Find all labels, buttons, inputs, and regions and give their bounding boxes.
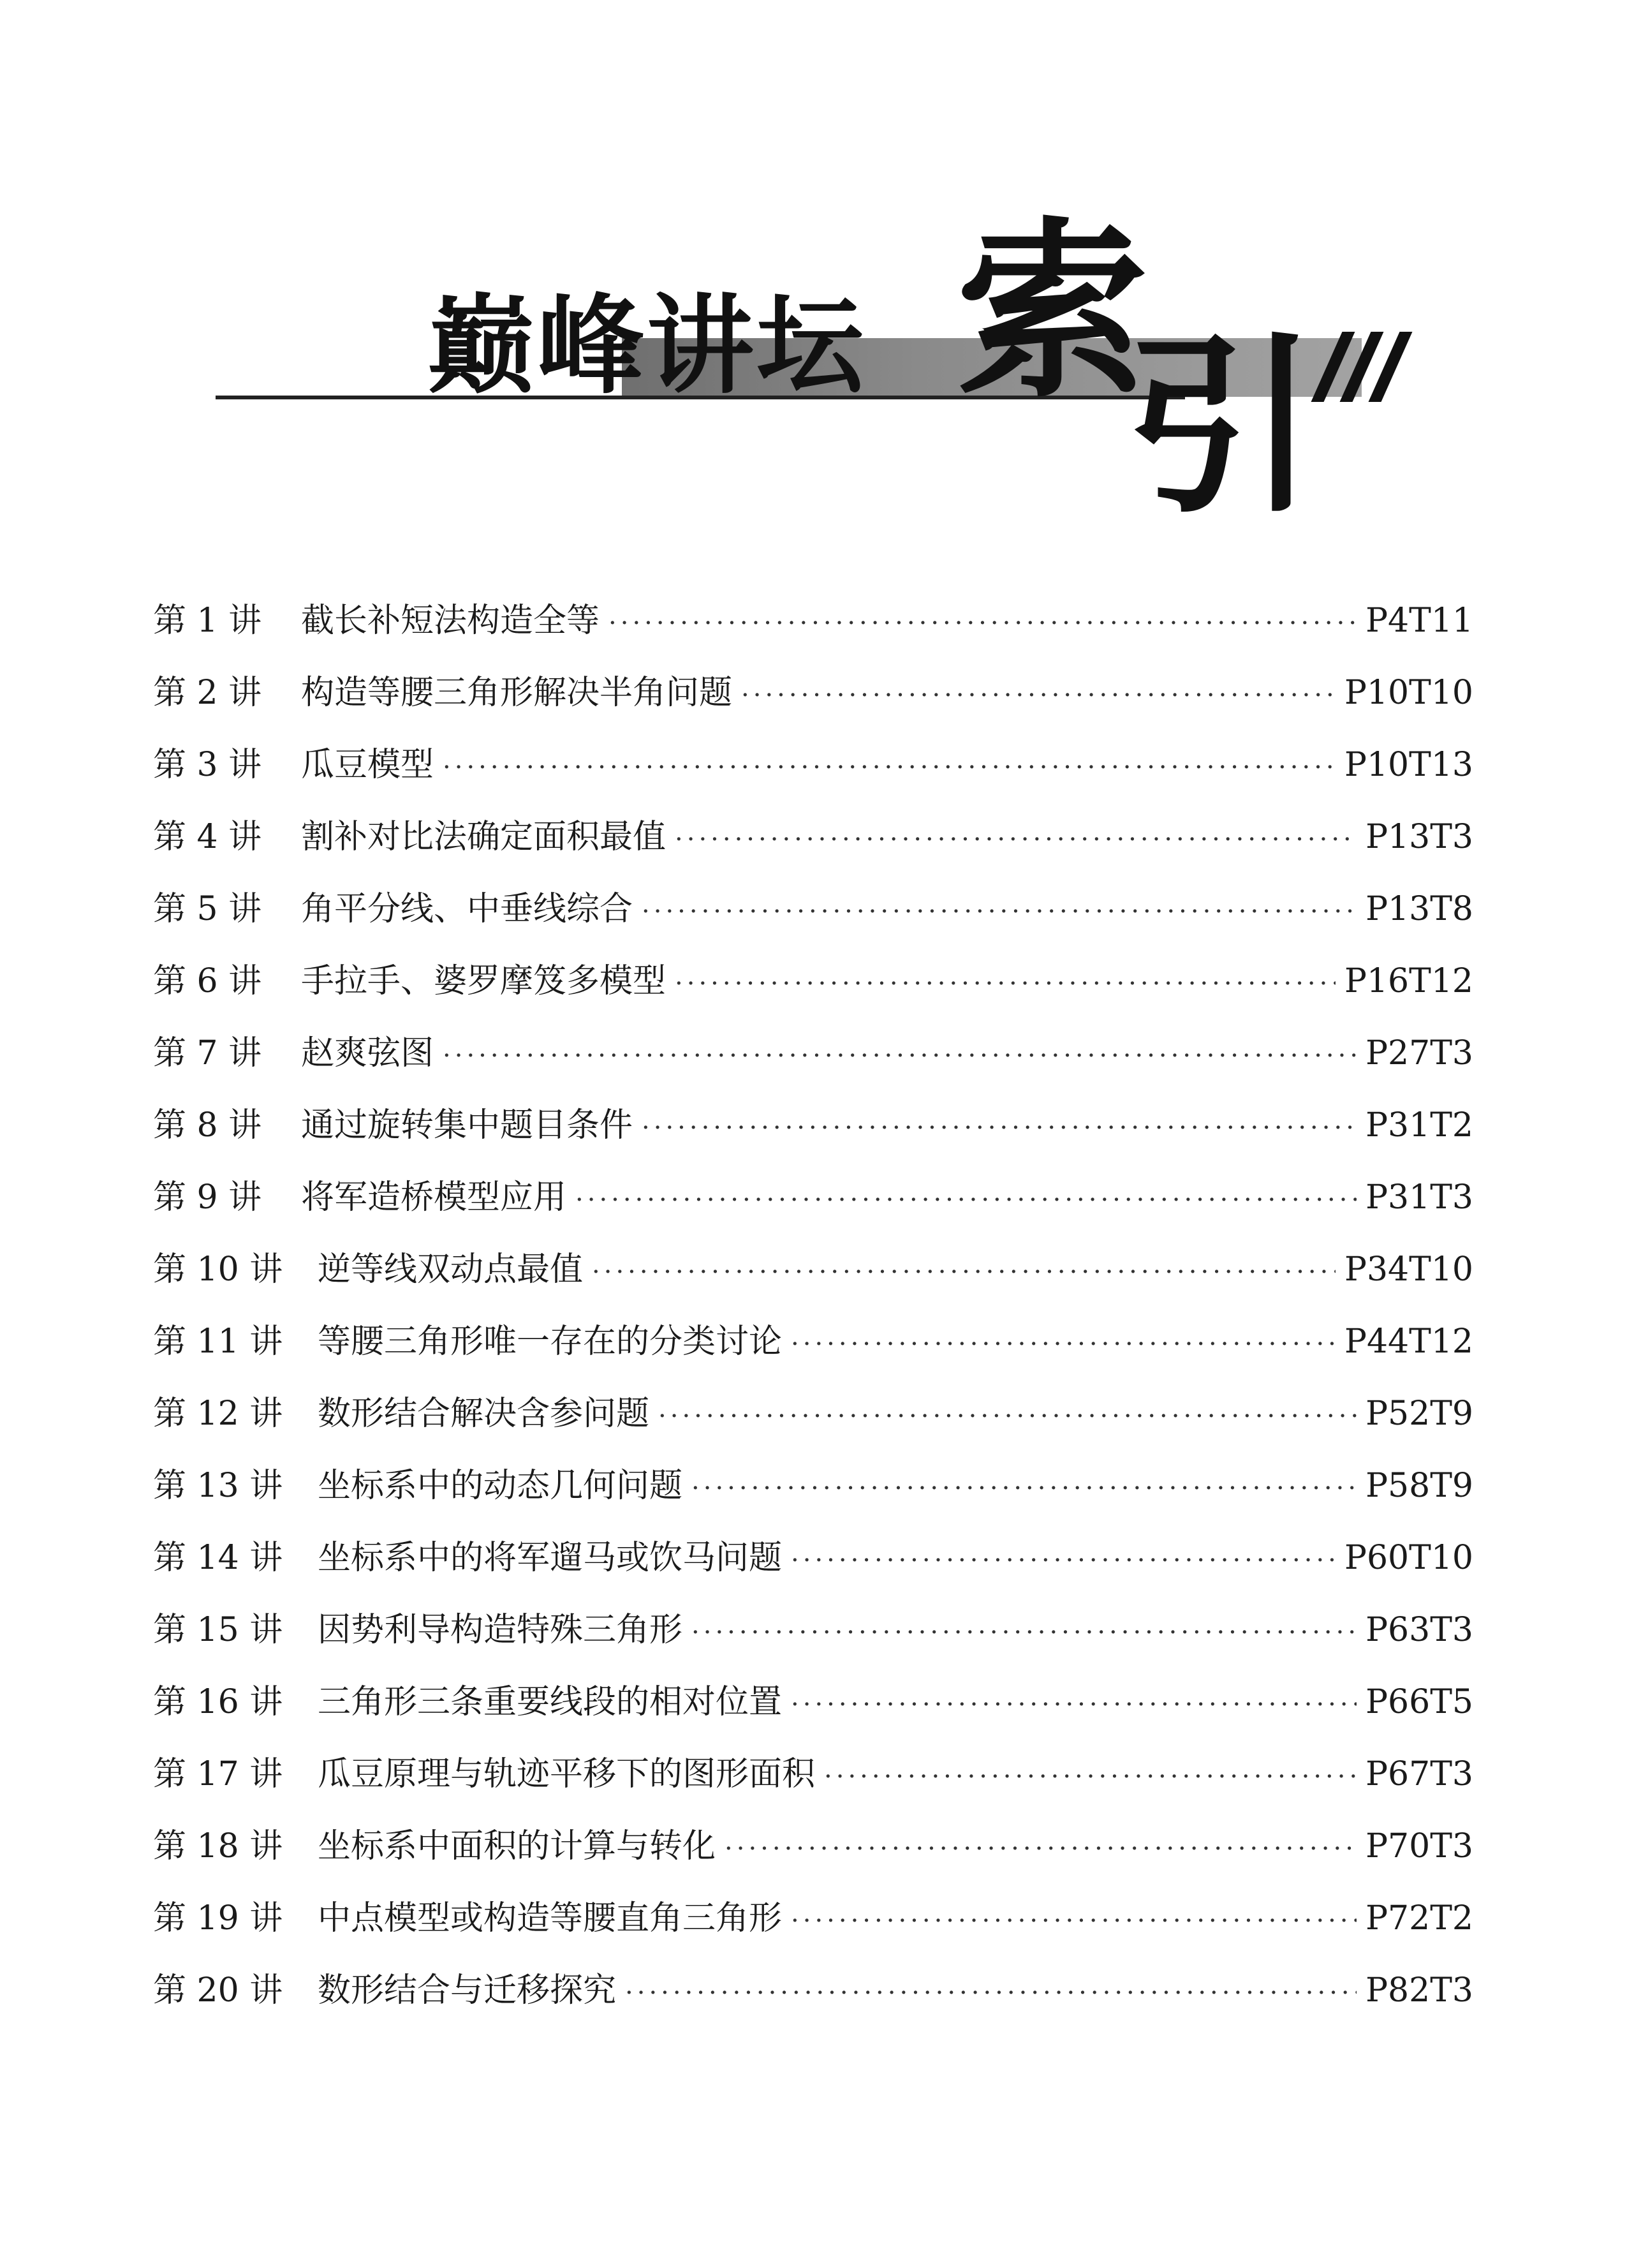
toc-row[interactable] [153,1603,1473,1675]
lecture-number: 第 12 讲 [153,1395,283,1433]
page-ref: P60T10 [1344,1539,1473,1577]
lecture-number: 第 18 讲 [153,1827,283,1865]
lecture-topic: 数形结合解决含参问题 [318,1395,650,1433]
leader-dots [592,1257,1336,1287]
lecture-number: 第 17 讲 [153,1755,283,1793]
page-ref: P52T9 [1366,1395,1473,1433]
lecture-number: 第 5 讲 [153,890,262,928]
lecture-number: 第 19 讲 [153,1899,283,1938]
lecture-topic: 瓜豆模型 [301,746,434,784]
lecture-number: 第 2 讲 [153,674,262,712]
leader-dots [642,897,1357,926]
toc-row[interactable] [153,1242,1473,1314]
page-ref: P44T12 [1344,1323,1473,1361]
lecture-topic: 逆等线双动点最值 [318,1250,584,1289]
slash-decoration-icon [1307,332,1416,402]
lecture-number: 第 4 讲 [153,818,262,856]
leader-dots [791,1690,1357,1719]
toc-row[interactable] [153,1098,1473,1170]
toc-row[interactable] [153,1675,1473,1747]
leader-dots [675,969,1336,998]
toc-row[interactable] [153,1747,1473,1819]
page-ref: P31T2 [1366,1106,1473,1145]
lecture-number: 第 3 讲 [153,746,262,784]
lecture-number: 第 1 讲 [153,602,262,640]
page-ref: P16T12 [1344,962,1473,1000]
leader-dots [675,825,1357,854]
lecture-number: 第 14 讲 [153,1539,283,1577]
lecture-number: 第 10 讲 [153,1250,283,1289]
lecture-topic: 中点模型或构造等腰直角三角形 [318,1899,783,1938]
leader-dots [725,1834,1357,1864]
lecture-number: 第 6 讲 [153,962,262,1000]
lecture-topic: 因势利导构造特殊三角形 [318,1611,683,1649]
lecture-topic: 数形结合与迁移探究 [318,1971,617,2010]
index-char-suo: 索 [957,201,1148,424]
page-ref: P67T3 [1366,1755,1473,1793]
lecture-topic: 赵爽弦图 [301,1034,434,1072]
page-ref: P63T3 [1366,1611,1473,1649]
leader-dots [608,609,1357,638]
lecture-topic: 手拉手、婆罗摩笈多模型 [301,962,666,1000]
toc-row[interactable] [153,1170,1473,1242]
lecture-number: 第 11 讲 [153,1323,283,1361]
lecture-topic: 坐标系中的动态几何问题 [318,1467,683,1505]
toc-row[interactable] [153,1314,1473,1386]
leader-dots [642,1113,1357,1143]
toc-row[interactable] [153,737,1473,810]
lecture-topic: 坐标系中的将军遛马或饮马问题 [318,1539,783,1577]
lecture-topic: 角平分线、中垂线综合 [301,890,633,928]
toc-row[interactable] [153,1458,1473,1531]
index-header [0,0,1627,538]
leader-dots [791,1906,1357,1936]
leader-dots [691,1618,1357,1647]
page-ref: P4T11 [1366,602,1473,640]
leader-dots [691,1474,1357,1503]
lecture-number: 第 8 讲 [153,1106,262,1145]
page-ref: P70T3 [1366,1827,1473,1865]
leader-dots [791,1330,1336,1359]
toc-row[interactable] [153,593,1473,665]
page-title: 巅峰讲坛 [427,283,866,408]
lecture-number: 第 16 讲 [153,1683,283,1721]
page-ref: P13T3 [1366,818,1473,856]
toc-row[interactable] [153,1531,1473,1603]
lecture-number: 第 13 讲 [153,1467,283,1505]
toc-row[interactable] [153,1819,1473,1891]
page-ref: P82T3 [1366,1971,1473,2010]
page-ref: P10T13 [1344,746,1473,784]
page-ref: P66T5 [1366,1683,1473,1721]
leader-dots [443,1041,1357,1071]
page-ref: P58T9 [1366,1467,1473,1505]
toc-row[interactable] [153,810,1473,882]
lecture-number: 第 20 讲 [153,1971,283,2010]
index-char-yin: 引 [1126,316,1317,538]
toc-row[interactable] [153,1026,1473,1098]
lecture-topic: 截长补短法构造全等 [301,602,600,640]
leader-dots [741,681,1336,710]
leader-dots [791,1546,1336,1575]
leader-dots [443,753,1336,782]
lecture-topic: 坐标系中面积的计算与转化 [318,1827,716,1865]
lecture-number: 第 7 讲 [153,1034,262,1072]
page-ref: P34T10 [1344,1250,1473,1289]
leader-dots [658,1402,1357,1431]
lecture-topic: 三角形三条重要线段的相对位置 [318,1683,783,1721]
toc-row[interactable] [153,882,1473,954]
lecture-topic: 通过旋转集中题目条件 [301,1106,633,1145]
toc-row[interactable] [153,1891,1473,1963]
lecture-topic: 将军造桥模型应用 [301,1178,567,1217]
page-ref: P10T10 [1344,674,1473,712]
toc-list [153,593,1473,2035]
toc-row[interactable] [153,1963,1473,2035]
lecture-topic: 割补对比法确定面积最值 [301,818,666,856]
leader-dots [625,1978,1357,2008]
lecture-number: 第 9 讲 [153,1178,262,1217]
lecture-topic: 等腰三角形唯一存在的分类讨论 [318,1323,783,1361]
lecture-topic: 瓜豆原理与轨迹平移下的图形面积 [318,1755,816,1793]
lecture-number: 第 15 讲 [153,1611,283,1649]
toc-row[interactable] [153,665,1473,737]
lecture-topic: 构造等腰三角形解决半角问题 [301,674,733,712]
toc-row[interactable] [153,1386,1473,1458]
leader-dots [575,1185,1357,1215]
page-ref: P13T8 [1366,890,1473,928]
page-ref: P31T3 [1366,1178,1473,1217]
toc-row[interactable] [153,954,1473,1026]
page-ref: P72T2 [1366,1899,1473,1938]
page-ref: P27T3 [1366,1034,1473,1072]
leader-dots [824,1762,1357,1791]
